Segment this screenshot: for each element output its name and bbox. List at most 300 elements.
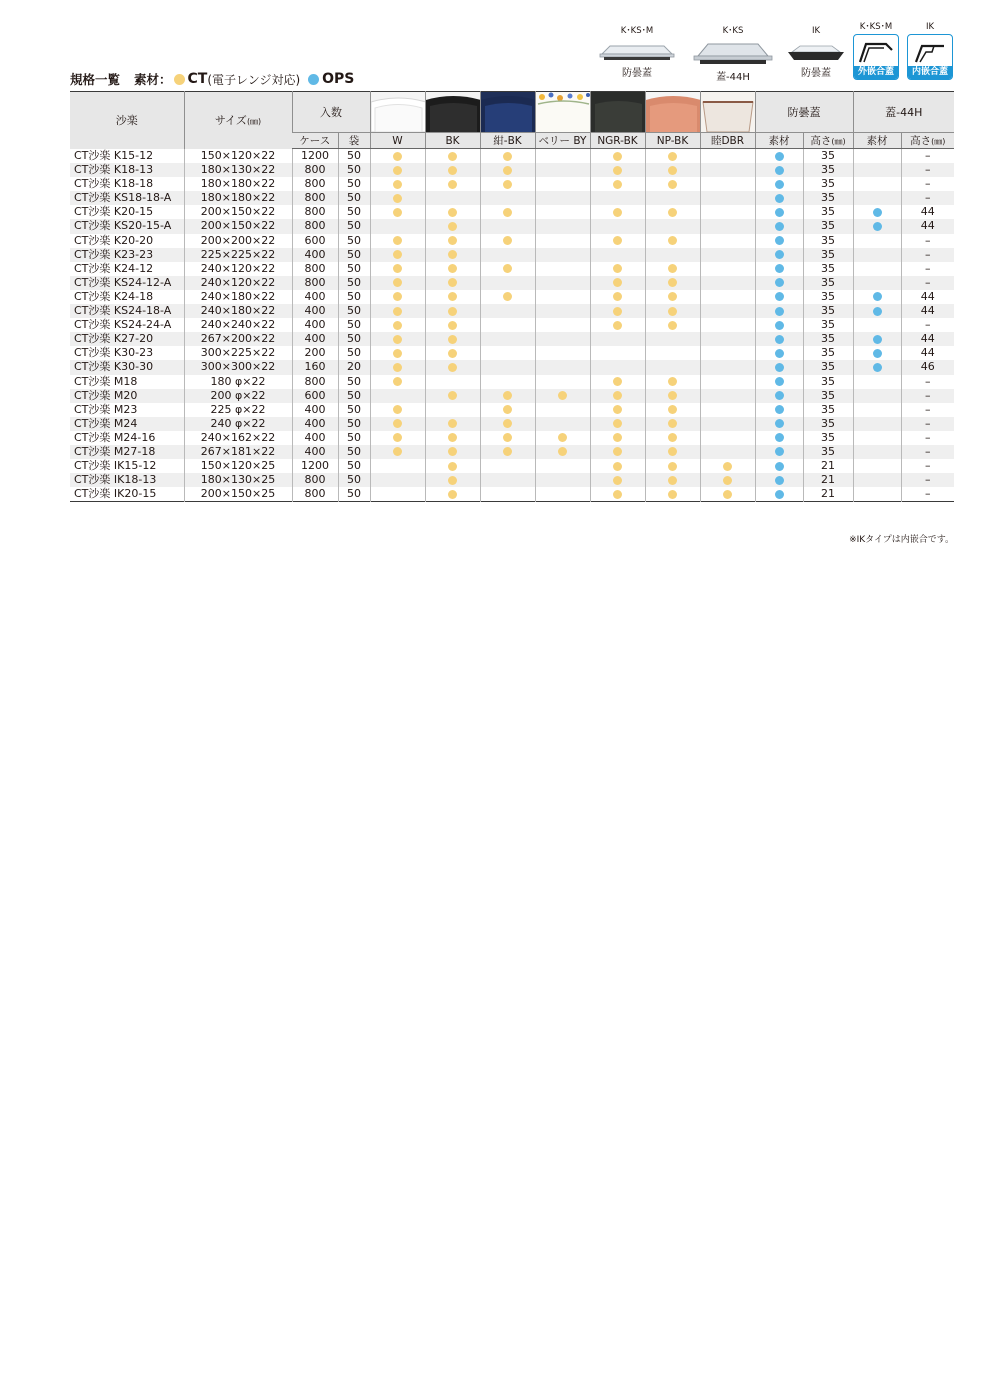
color-np-bk-cell xyxy=(645,177,700,191)
ct-dot-icon xyxy=(393,278,402,287)
color-bk-cell xyxy=(425,459,480,473)
color-dbr-cell xyxy=(700,234,755,248)
antifog-material-cell xyxy=(755,163,803,177)
product-name-cell: CT沙楽 KS24-18-A xyxy=(70,304,184,318)
color-bk-cell xyxy=(425,332,480,346)
size-cell: 180×180×22 xyxy=(184,177,292,191)
product-name-cell: CT沙楽 M23 xyxy=(74,402,138,416)
color-berry-by-cell xyxy=(535,445,590,459)
color-dbr-cell xyxy=(700,205,755,219)
color-ngr-bk-cell xyxy=(590,234,645,248)
ct-dot-icon xyxy=(668,152,677,161)
color-navy-bk-cell xyxy=(480,234,535,248)
color-dbr-cell xyxy=(700,318,755,332)
color-bk-cell xyxy=(425,262,480,276)
size-cell: 200 φ×22 xyxy=(184,389,292,403)
color-bk-cell xyxy=(425,417,480,431)
product-name-cell: CT沙楽 M20 xyxy=(70,389,184,403)
antifog-material-cell xyxy=(755,360,803,374)
ct-dot-icon xyxy=(613,391,622,400)
lid44-height-cell: 44 xyxy=(901,332,954,346)
footnote: ※IKタイプは内嵌合です。 xyxy=(849,535,954,545)
ct-dot-icon xyxy=(448,166,457,175)
badge-code: K･KS･M xyxy=(859,22,893,32)
antifog-height-cell: 35 xyxy=(803,375,853,389)
color-np-bk-cell xyxy=(645,332,700,346)
color-berry-by-cell xyxy=(535,290,590,304)
color-np-bk-cell xyxy=(645,262,700,276)
ct-dot-icon xyxy=(613,166,622,175)
ct-dot-icon xyxy=(668,447,677,456)
lid44-height-cell: – xyxy=(901,459,954,473)
antifog-material-cell xyxy=(755,234,803,248)
ct-dot-icon xyxy=(613,264,622,273)
photo-np-tray xyxy=(645,92,700,133)
antifog-height-cell: 35 xyxy=(803,332,853,346)
lid-caption: 防曇蓋 xyxy=(801,68,831,79)
ct-dot-icon xyxy=(668,264,677,273)
photo-navy-tray xyxy=(480,92,535,133)
ct-dot-icon xyxy=(448,208,457,217)
bag-qty-cell: 50 xyxy=(338,276,370,290)
ops-dot-icon xyxy=(775,476,784,485)
case-qty-cell: 400 xyxy=(292,290,338,304)
bag-qty-cell: 50 xyxy=(338,262,370,276)
color-dbr-cell xyxy=(700,276,755,290)
antifog-material-cell xyxy=(755,304,803,318)
lid44-material-cell xyxy=(853,389,901,403)
lid44-material-cell xyxy=(853,163,901,177)
color-dbr-cell xyxy=(700,304,755,318)
ops-dot-icon xyxy=(775,335,784,344)
lid44-material-cell xyxy=(853,276,901,290)
table-row xyxy=(70,276,954,290)
case-qty-cell: 1200 xyxy=(292,459,338,473)
col-color-navy-bk: 紺-BK xyxy=(480,133,535,149)
size-cell: 240×120×22 xyxy=(184,276,292,290)
color-navy-bk-cell xyxy=(480,473,535,487)
color-navy-bk-cell xyxy=(480,459,535,473)
antifog-height-cell: 21 xyxy=(803,487,853,502)
lid44-material-cell xyxy=(853,290,901,304)
color-berry-by-cell xyxy=(535,177,590,191)
col-lid44-height xyxy=(901,133,954,149)
size-cell: 180×130×22 xyxy=(184,163,292,177)
color-dbr-cell xyxy=(700,163,755,177)
ct-dot-icon xyxy=(668,476,677,485)
case-qty-cell: 800 xyxy=(292,375,338,389)
color-bk-cell xyxy=(425,219,480,233)
antifog-height-cell: 35 xyxy=(803,234,853,248)
bag-qty-cell: 50 xyxy=(338,417,370,431)
table-row xyxy=(70,389,954,403)
bag-qty-cell: 50 xyxy=(338,487,370,502)
color-w-cell xyxy=(370,375,425,389)
ct-dot-icon xyxy=(448,363,457,372)
product-name-cell: CT沙楽 KS18-18-A xyxy=(70,191,184,205)
color-dbr-cell xyxy=(700,459,755,473)
lid44-material-cell xyxy=(853,304,901,318)
color-dbr-cell xyxy=(700,262,755,276)
antifog-material-cell xyxy=(755,219,803,233)
badge-label: 外嵌合蓋 xyxy=(854,66,898,79)
color-bk-cell xyxy=(425,304,480,318)
ops-dot-icon xyxy=(775,307,784,316)
case-qty-cell: 800 xyxy=(292,163,338,177)
antifog-material-cell xyxy=(755,403,803,417)
color-berry-by-cell xyxy=(535,375,590,389)
table-row xyxy=(70,304,954,318)
ct-dot-icon xyxy=(668,391,677,400)
color-bk-cell xyxy=(425,375,480,389)
ops-dot-icon xyxy=(775,152,784,161)
bag-qty-cell: 50 xyxy=(338,431,370,445)
ct-dot-icon xyxy=(174,74,185,85)
size-cell: 180 φ×22 xyxy=(184,375,292,389)
color-np-bk-cell xyxy=(645,248,700,262)
ct-dot-icon xyxy=(668,405,677,414)
color-navy-bk-cell xyxy=(480,219,535,233)
color-bk-cell xyxy=(425,389,480,403)
antifog-material-cell xyxy=(755,248,803,262)
color-navy-bk-cell xyxy=(480,403,535,417)
salmon-tray-image xyxy=(646,92,701,132)
ct-dot-icon xyxy=(448,307,457,316)
color-dbr-cell xyxy=(700,177,755,191)
color-navy-bk-cell xyxy=(480,431,535,445)
height-label: 高さ xyxy=(810,135,832,147)
bag-qty-cell: 50 xyxy=(338,191,370,205)
color-np-bk-cell xyxy=(645,473,700,487)
ops-dot-icon xyxy=(873,222,882,231)
size-cell: 267×200×22 xyxy=(184,332,292,346)
lid44-material-cell xyxy=(853,219,901,233)
navy-tray-image xyxy=(481,92,536,132)
antifog-height-cell: 35 xyxy=(803,346,853,360)
lid44-height-cell: – xyxy=(901,177,954,191)
size-cell: 180×130×25 xyxy=(184,473,292,487)
color-navy-bk-cell xyxy=(480,163,535,177)
color-navy-bk-cell xyxy=(480,389,535,403)
color-navy-bk-cell xyxy=(480,191,535,205)
antifog-height-cell: 35 xyxy=(803,431,853,445)
bag-qty-cell: 50 xyxy=(338,375,370,389)
bag-qty-cell: 20 xyxy=(338,360,370,374)
ct-dot-icon xyxy=(613,152,622,161)
color-bk-cell xyxy=(425,403,480,417)
ct-dot-icon xyxy=(393,447,402,456)
color-navy-bk-cell xyxy=(480,487,535,502)
col-color-berry-by: ベリー BY xyxy=(535,133,590,149)
color-np-bk-cell xyxy=(645,163,700,177)
color-navy-bk-cell xyxy=(480,276,535,290)
case-qty-cell: 800 xyxy=(292,487,338,502)
lid-code: K･KS xyxy=(722,26,744,36)
col-qty-header: 入数 xyxy=(292,92,370,133)
size-cell: 180×180×22 xyxy=(184,191,292,205)
lid-code: IK xyxy=(811,26,821,36)
product-name-cell: CT沙楽 IK15-12 xyxy=(74,459,157,473)
color-berry-by-cell xyxy=(535,304,590,318)
color-dbr-cell xyxy=(700,389,755,403)
ops-dot-icon xyxy=(775,377,784,386)
lid44-material-cell xyxy=(853,262,901,276)
product-name-cell: CT沙楽 K30-23 xyxy=(74,346,154,360)
color-np-bk-cell xyxy=(645,219,700,233)
color-dbr-cell xyxy=(700,487,755,502)
lid44-material-cell xyxy=(853,360,901,374)
lid44-material-cell xyxy=(853,473,901,487)
color-berry-by-cell xyxy=(535,346,590,360)
bag-qty-cell: 50 xyxy=(338,163,370,177)
ct-dot-icon xyxy=(723,490,732,499)
antifog-material-cell xyxy=(755,445,803,459)
color-bk-cell xyxy=(425,473,480,487)
ct-dot-icon xyxy=(668,307,677,316)
spec-table xyxy=(70,91,954,502)
ct-dot-icon xyxy=(393,208,402,217)
antifog-material-cell xyxy=(755,149,803,164)
lid44-height-cell: – xyxy=(901,248,954,262)
table-row xyxy=(70,191,954,205)
lid44-height-cell: – xyxy=(901,191,954,205)
antifog-height-cell: 35 xyxy=(803,191,853,205)
color-np-bk-cell xyxy=(645,431,700,445)
lid44-material-cell xyxy=(853,403,901,417)
color-berry-by-cell xyxy=(535,205,590,219)
ct-dot-icon xyxy=(448,250,457,259)
antifog-material-cell xyxy=(755,389,803,403)
color-ngr-bk-cell xyxy=(590,346,645,360)
ct-dot-icon xyxy=(393,405,402,414)
lid44-height-cell: – xyxy=(901,417,954,431)
ct-dot-icon xyxy=(613,236,622,245)
size-label: サイズ xyxy=(214,114,247,128)
ct-dot-icon xyxy=(613,405,622,414)
color-bk-cell xyxy=(425,248,480,262)
lid44-material-cell xyxy=(853,234,901,248)
ct-dot-icon xyxy=(448,264,457,273)
green-black-tray-image xyxy=(591,92,646,132)
ct-dot-icon xyxy=(393,250,402,259)
ct-dot-icon xyxy=(613,476,622,485)
table-row xyxy=(70,375,954,389)
ct-dot-icon xyxy=(503,419,512,428)
case-qty-cell: 400 xyxy=(292,248,338,262)
clear-lid-icon xyxy=(598,38,676,62)
ct-dot-icon xyxy=(393,377,402,386)
case-qty-cell: 600 xyxy=(292,389,338,403)
color-berry-by-cell xyxy=(535,332,590,346)
lid44-height-cell: – xyxy=(901,431,954,445)
col-lid44-material: 素材 xyxy=(853,133,901,149)
ct-dot-icon xyxy=(393,152,402,161)
color-w-cell xyxy=(370,318,425,332)
color-np-bk-cell xyxy=(645,487,700,502)
antifog-material-cell xyxy=(755,346,803,360)
bag-qty-cell: 50 xyxy=(338,403,370,417)
col-case-header: ケース xyxy=(292,133,338,149)
ct-dot-icon xyxy=(613,180,622,189)
photo-black-tray xyxy=(425,92,480,133)
bag-qty-cell: 50 xyxy=(338,304,370,318)
lid44-height-cell: – xyxy=(901,473,954,487)
color-ngr-bk-cell xyxy=(590,205,645,219)
antifog-height-cell: 35 xyxy=(803,304,853,318)
lid44-height-cell: 44 xyxy=(901,219,954,233)
ct-dot-icon xyxy=(613,292,622,301)
size-cell: 267×181×22 xyxy=(184,445,292,459)
color-berry-by-cell xyxy=(535,417,590,431)
antifog-material-cell xyxy=(755,177,803,191)
bag-qty-cell: 50 xyxy=(338,248,370,262)
lid44-height-cell: 44 xyxy=(901,205,954,219)
color-ngr-bk-cell xyxy=(590,431,645,445)
color-dbr-cell xyxy=(700,375,755,389)
table-row xyxy=(70,318,954,332)
color-navy-bk-cell xyxy=(480,318,535,332)
color-np-bk-cell xyxy=(645,276,700,290)
photo-ngr-tray xyxy=(590,92,645,133)
size-cell: 150×120×22 xyxy=(184,149,292,164)
product-name-cell: CT沙楽 K24-12 xyxy=(74,261,154,275)
color-np-bk-cell xyxy=(645,389,700,403)
bag-qty-cell: 50 xyxy=(338,205,370,219)
case-qty-cell: 200 xyxy=(292,346,338,360)
antifog-material-cell xyxy=(755,191,803,205)
product-name-cell: CT沙楽 K20-15 xyxy=(74,205,154,219)
color-w-cell xyxy=(370,248,425,262)
photo-dbr-tray xyxy=(700,92,755,133)
inner-fit-badge xyxy=(906,22,954,80)
lid44-material-cell xyxy=(853,459,901,473)
ct-dot-icon xyxy=(448,419,457,428)
color-dbr-cell xyxy=(700,248,755,262)
lid-caption: 防曇蓋 xyxy=(622,68,652,79)
ct-dot-icon xyxy=(668,292,677,301)
lid44-height-cell: – xyxy=(901,375,954,389)
color-ngr-bk-cell xyxy=(590,248,645,262)
ops-dot-icon xyxy=(775,462,784,471)
ct-dot-icon xyxy=(503,208,512,217)
case-qty-cell: 800 xyxy=(292,473,338,487)
size-cell: 200×200×22 xyxy=(184,234,292,248)
col-antifog-height xyxy=(803,133,853,149)
case-qty-cell: 800 xyxy=(292,205,338,219)
case-qty-cell: 800 xyxy=(292,262,338,276)
size-cell: 240×180×22 xyxy=(184,290,292,304)
antifog-height-cell: 35 xyxy=(803,163,853,177)
product-name-cell: CT沙楽 IK18-13 xyxy=(70,473,184,487)
color-ngr-bk-cell xyxy=(590,219,645,233)
color-berry-by-cell xyxy=(535,234,590,248)
bag-qty-cell: 50 xyxy=(338,389,370,403)
berry-tray-image xyxy=(536,92,591,132)
ct-dot-icon xyxy=(558,391,567,400)
antifog-material-cell xyxy=(755,276,803,290)
lid44-material-cell xyxy=(853,487,901,502)
color-dbr-cell xyxy=(700,417,755,431)
color-w-cell xyxy=(370,417,425,431)
case-qty-cell: 400 xyxy=(292,445,338,459)
table-row xyxy=(70,403,954,417)
color-bk-cell xyxy=(425,234,480,248)
size-cell: 150×120×25 xyxy=(184,459,292,473)
color-w-cell xyxy=(370,290,425,304)
antifog-height-cell: 35 xyxy=(803,205,853,219)
color-berry-by-cell xyxy=(535,149,590,164)
ct-dot-icon xyxy=(503,405,512,414)
badge-label: 内嵌合蓋 xyxy=(908,66,952,79)
color-ngr-bk-cell xyxy=(590,177,645,191)
bag-qty-cell: 50 xyxy=(338,149,370,164)
table-row xyxy=(70,487,954,502)
lid44-height-cell: – xyxy=(901,149,954,164)
color-berry-by-cell xyxy=(535,163,590,177)
ct-dot-icon xyxy=(668,236,677,245)
color-w-cell xyxy=(370,487,425,502)
color-berry-by-cell xyxy=(535,219,590,233)
color-ngr-bk-cell xyxy=(590,459,645,473)
ops-dot-icon xyxy=(775,405,784,414)
color-berry-by-cell xyxy=(535,262,590,276)
color-navy-bk-cell xyxy=(480,205,535,219)
photo-berry-tray xyxy=(535,92,590,133)
color-dbr-cell xyxy=(700,445,755,459)
product-name-cell: CT沙楽 K30-30 xyxy=(70,360,184,374)
ct-dot-icon xyxy=(613,377,622,386)
ops-dot-icon xyxy=(308,74,319,85)
color-berry-by-cell xyxy=(535,191,590,205)
antifog-material-cell xyxy=(755,290,803,304)
color-w-cell xyxy=(370,149,425,164)
table-row xyxy=(70,431,954,445)
lid44-height-cell: – xyxy=(901,163,954,177)
lid44-material-cell xyxy=(853,375,901,389)
dbr-tray-image xyxy=(701,92,756,132)
table-row xyxy=(70,346,954,360)
ct-dot-icon xyxy=(448,349,457,358)
ct-dot-icon xyxy=(503,391,512,400)
color-ngr-bk-cell xyxy=(590,304,645,318)
case-qty-cell: 400 xyxy=(292,332,338,346)
antifog-height-cell: 35 xyxy=(803,262,853,276)
color-dbr-cell xyxy=(700,191,755,205)
product-name-cell: CT沙楽 K27-20 xyxy=(70,332,184,346)
color-bk-cell xyxy=(425,487,480,502)
lid44-material-cell xyxy=(853,205,901,219)
ct-dot-icon xyxy=(668,166,677,175)
ops-dot-icon xyxy=(775,222,784,231)
ct-dot-icon xyxy=(448,152,457,161)
color-ngr-bk-cell xyxy=(590,262,645,276)
lid-code: K･KS･M xyxy=(620,26,654,36)
ct-dot-icon xyxy=(503,166,512,175)
color-berry-by-cell xyxy=(535,403,590,417)
case-qty-cell: 400 xyxy=(292,431,338,445)
table-row xyxy=(70,177,954,191)
antifog-height-cell: 35 xyxy=(803,219,853,233)
case-qty-cell: 800 xyxy=(292,191,338,205)
ct-dot-icon xyxy=(448,490,457,499)
antifog-height-cell: 35 xyxy=(803,360,853,374)
antifog-height-cell: 35 xyxy=(803,417,853,431)
inner-lid-icon xyxy=(786,38,846,62)
ct-dot-icon xyxy=(723,462,732,471)
ct-dot-icon xyxy=(668,208,677,217)
ct-dot-icon xyxy=(613,490,622,499)
spec-title: 規格一覧 xyxy=(70,72,121,87)
